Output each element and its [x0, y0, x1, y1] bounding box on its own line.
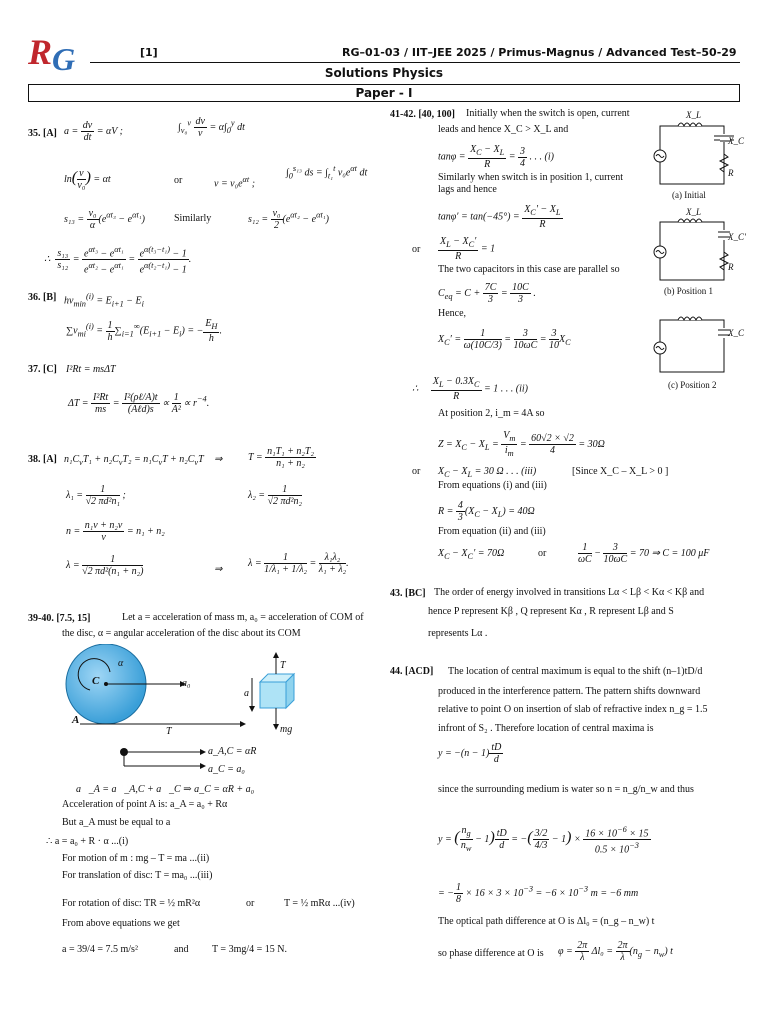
q36-eq2: $\sum\nu_{mi}^{(i)}$ = $\frac{1}{h}$ $\sum_{i=1}^\infty(E_{i+1} - E_i)$ = − $\frac{E_H}{h}$ .: [66, 318, 222, 344]
q37-eq1: I²Rt = msΔT: [66, 364, 116, 375]
q35-eq5: $\int_0^{s_{13}}$ ds = $\int_{t_1}^t$ $v_0e^{\alpha t}$ dt: [286, 164, 368, 181]
q4142-t3: Similarly when switch is in position 1, current: [438, 172, 623, 183]
q3940-therefore: ∴ a = a₀ + R · α ...(i): [46, 836, 129, 847]
q4142-or3: or: [538, 548, 547, 559]
page-number: [1]: [140, 46, 158, 59]
q43-t2: hence P represent Kβ , Q represent Kα , R represent Lβ and S: [428, 606, 674, 617]
q3940-translation: For translation of disc: T = ma₀ ...(iii): [62, 870, 213, 881]
q44-t6: The optical path difference at O is Δl₀ = (n_g – n_w) t: [438, 916, 655, 927]
q4142-or2: or: [412, 466, 421, 477]
q3940-accA: Acceleration of point A is: a_A = a₀ + Rα: [62, 799, 228, 810]
q4142-eq2: tanφ′ = tan(−45°) = $\frac{X_C' - X_L}{R}$: [438, 204, 561, 230]
q4142-label: 41-42. [40, 100]: [390, 109, 455, 120]
q37-eq2: ΔT = $\frac{\text{I²Rt}}{ms}$ = I²(ρℓ/A)t (Aℓd)s ∝ $\frac{1}{\text{A²}}$ ∝ $r^{-4}$.: [68, 392, 210, 415]
q38-arrow1: ⇒: [214, 454, 223, 465]
q43-label: 43. [BC]: [390, 588, 426, 599]
circuit-initial-R: R: [728, 168, 734, 178]
q3940-intro2: the disc, α = angular acceleration of the disc about its COM: [62, 628, 301, 639]
circuit-position2: [650, 306, 740, 382]
q36-label: 36. [B]: [28, 292, 57, 303]
fig-aC-label: a_C = a₀: [208, 764, 245, 775]
header-rule: [90, 62, 740, 63]
q4142-eq6: ∴ $\frac{X_L - 0.3X_C}{R}$ = 1 . . . (ii): [412, 376, 529, 402]
q38-eq7: λ = $\frac{1}{\text{1/λ₁ + 1/λ₂}}$ = $\frac{\text{λ₁λ₂}}{\text{λ₁ + λ₂}}$ .: [248, 552, 349, 575]
fig-alpha-label: α: [118, 658, 124, 669]
q3940-label: 39-40. [7.5, 15]: [28, 613, 91, 624]
q4142-eq4: $C_{eq} = C$ + $\frac{7C}{3}$ = $\frac{10C}{3}$ .: [438, 282, 536, 305]
paper-label: Paper - I: [355, 86, 413, 100]
q4142-since: [Since X_C – X_L > 0 ]: [572, 466, 669, 477]
q44-t2: produced in the interference pattern. The pattern shifts downward: [438, 686, 701, 697]
q3940-from-above: From above equations we get: [62, 918, 180, 929]
fig-aAC-label: a_A,C = αR: [208, 746, 257, 757]
fig-a-label: a: [244, 688, 249, 699]
q3940-result-a: a = 39/4 = 7.5 m/s²: [62, 944, 138, 955]
q44-eq3: = − $\frac{1}{8}$ × $16 \times 3 \times 10^{-3} = -6 \times 10^{-3}$ m = −6 mm: [438, 882, 639, 905]
circuit-pos1-R: R: [728, 262, 734, 272]
circuit-pos2-XC: X_C: [728, 328, 745, 338]
q44-t3: relative to point O on insertion of slab of refractive index n_g = 1.5: [438, 704, 708, 715]
q35-eq6: s₁₃ = $\frac{\text{v₀}}{\alpha}$ $(e^{\alpha t_3} - e^{\alpha t_1})$: [64, 208, 146, 231]
page-title: Solutions Physics: [324, 66, 444, 80]
circuit-initial-XL: X_L: [686, 110, 702, 120]
q44-t7: so phase difference at O is: [438, 948, 544, 959]
q4142-t6: At position 2, i_m = 4A so: [438, 408, 545, 419]
circuit-position1: [650, 208, 740, 292]
q38-eq3: λ₁ = $\frac{1}{\text{√2 πd²n₁}}$ ;: [66, 484, 126, 507]
q4142-t5: The two capacitors in this case are parallel so: [438, 264, 620, 275]
q4142-t1: Initially when the switch is open, current: [466, 108, 630, 119]
q38-label: 38. [A]: [28, 454, 57, 465]
q4142-eq7: $Z = X_C - X_L$ = $\frac{V_m}{i_m}$ = $\frac{60√2 \times √2}{4}$ = 30Ω: [438, 430, 605, 458]
fig-C-label: C: [92, 675, 100, 687]
fig-T-label: T: [166, 726, 172, 737]
q4142-eq9: R = $\frac{4}{3}$ $(X_C - X_L) = 40\Omega$: [438, 500, 535, 523]
q4142-t8: From equation (ii) and (iii): [438, 526, 546, 537]
circuit-pos1-XL: X_L: [686, 207, 702, 217]
q4142-hence: Hence,: [438, 308, 467, 319]
q4142-eq10: $X_C - X_C' = 70\Omega$: [438, 548, 505, 561]
q38-eq2: T = $\frac{\text{n₁T₁ + n₂T₂}}{\text{n₁ + n₂}}$: [248, 446, 314, 469]
q38-arrow2: ⇒: [214, 564, 223, 575]
q38-eq4: λ₂ = $\frac{1}{\text{√2 πd²n₂}}$: [248, 484, 303, 507]
q44-eq1: y = −(n − 1) $\frac{tD}{d}$: [438, 742, 502, 765]
q35-eq7: s₁₂ = $\frac{\text{v₀}}{2}$ $(e^{\alpha t_2} - e^{\alpha t_1})$: [248, 208, 330, 231]
fig-T-block-label: T: [280, 660, 286, 671]
q3940-rotation: For rotation of disc: TR = ½ mR²α: [62, 898, 201, 909]
circuit-pos1-XC: X_C': [728, 232, 746, 242]
q35-similarly: Similarly: [174, 213, 212, 224]
block-shape: [260, 682, 286, 708]
q3940-rotation2: T = ½ mRα ...(iv): [284, 898, 355, 909]
q35-eq2: $\int_{v_0}^v$ $\frac{dv}{v}$ = $\alpha\int_0^y$ dt: [178, 116, 245, 139]
q4142-eq11: $\frac{1}{\omega C}$ − $\frac{3}{10\omega C}$ = 70 ⇒ C = 100 μF: [578, 542, 710, 565]
q4142-or1: or: [412, 244, 421, 255]
q4142-t7: From equations (i) and (iii): [438, 480, 547, 491]
q4142-eq5: $X_C'$ = $\frac{1}{\omega(10C/3)}$ = $\frac{3}{10\omega C}$ = $\frac{3}{10}$ $X_C$: [438, 328, 571, 351]
q38-eq5: n = $\frac{\text{n₁v + n₂v}}{v}$ = n₁ + n₂: [66, 520, 165, 543]
q4142-eq8: $X_C - X_L = 30$ Ω . . . (iii): [438, 466, 537, 479]
fig-A-label: A: [72, 714, 80, 726]
q35-eq4: $v = v_0e^{\alpha t}$ ;: [214, 175, 256, 190]
q4142-eq3: $\frac{X_L - X_C'}{R}$ = 1: [440, 236, 496, 262]
fig-mg-label: mg: [280, 724, 293, 735]
fig-a0-label: a₀: [182, 678, 191, 689]
q38-eq6: λ = $\frac{1}{\text{√2 πd²(n₁ + n₂)}}$: [66, 554, 144, 577]
q35-or: or: [174, 175, 183, 186]
q3940-or: or: [246, 898, 255, 909]
q3940-and: and: [174, 944, 189, 955]
q44-t4: infront of S₂ . Therefore location of central maxima is: [438, 723, 654, 734]
q44-t1: The location of central maximum is equal to the shift (n–1)tD/d: [448, 666, 703, 677]
q44-t5: since the surrounding medium is water so n = n_g/n_w and thus: [438, 784, 694, 795]
circuit-initial-caption: (a) Initial: [672, 190, 706, 200]
svg-text:G: G: [52, 41, 76, 74]
q44-eq4: φ = $\frac{2\pi}{\lambda}$ Δl₀ = $\frac{2\pi}{\lambda}$ $(n_g - n_w)$ t: [558, 940, 673, 963]
q4142-t4: lags and hence: [438, 184, 497, 195]
q36-eq1: $h\nu_{min}^{(i)} = E_{i+1} - E_i$: [64, 292, 144, 309]
circuit-pos1-caption: (b) Position 1: [664, 286, 714, 296]
q3940-result-T: T = 3mg/4 = 15 N.: [212, 944, 287, 955]
circuit-initial-XC: X_C: [728, 136, 745, 146]
q35-eq8: ∴ $\frac{\text{s₁₃}}{\text{s₁₂}}$ = $e^{\alpha t_3} - e^{\alpha t_1}$ $e^{\alpha t_2} - e^{\alpha t_1}$ = $\frac{e^{\alpha(t_3-t_1)} - 1}{e^{\alpha(t_2-t_1)} - 1}$ .: [44, 245, 192, 276]
q38-eq1: $n_1C_vT_1 + n_2C_vT_2 = n_1C_vT + n_2C_vT$: [64, 454, 204, 467]
fig-vector-eq: a⃗_A = a⃗_A,C + a⃗_C ⇒ a_C = αR + a₀: [76, 784, 255, 795]
test-reference: RG–01-03 / IIT–JEE 2025 / Primus-Magnus / Advanced Test–50-29: [342, 46, 737, 59]
svg-text:R: R: [28, 32, 53, 72]
paper-banner: [28, 84, 740, 102]
q35-eq3: ln( $\frac{v}{\text{v₀}}$ ) = αt: [64, 168, 111, 191]
q37-label: 37. [C]: [28, 364, 57, 375]
q44-eq2: y = ( $\frac{n_g}{n_w}$ − 1) $\frac{tD}{d}$ = −( $\frac{3/2}{4/3}$ − 1) × $\frac{16 \times 10^{-6} \times 15}{0.5 \times 10^{-3}}$: [438, 825, 649, 856]
q4142-eq1: tanφ = $\frac{X_C - X_L}{R}$ = $\frac{3}{4}$ . . . (i): [438, 144, 554, 170]
q35-label: 35. [A]: [28, 128, 57, 139]
q35-eq1: a = $\frac{dv}{dt}$ = αV ;: [64, 120, 123, 143]
q3940-intro1: Let a = acceleration of mass m, a₀ = acceleration of COM of: [122, 612, 364, 623]
q3940-motion-m: For motion of m : mg – T = ma ...(ii): [62, 853, 210, 864]
circuit-pos2-caption: (c) Position 2: [668, 380, 717, 390]
q43-t3: represents Lα .: [428, 628, 488, 639]
q43-t1: The order of energy involved in transitions Lα < Lβ < Kα < Kβ and: [434, 587, 705, 598]
q3940-but: But a_A must be equal to a: [62, 817, 171, 828]
q4142-t2: leads and hence X_C > X_L and: [438, 124, 569, 135]
q44-label: 44. [ACD]: [390, 666, 434, 677]
